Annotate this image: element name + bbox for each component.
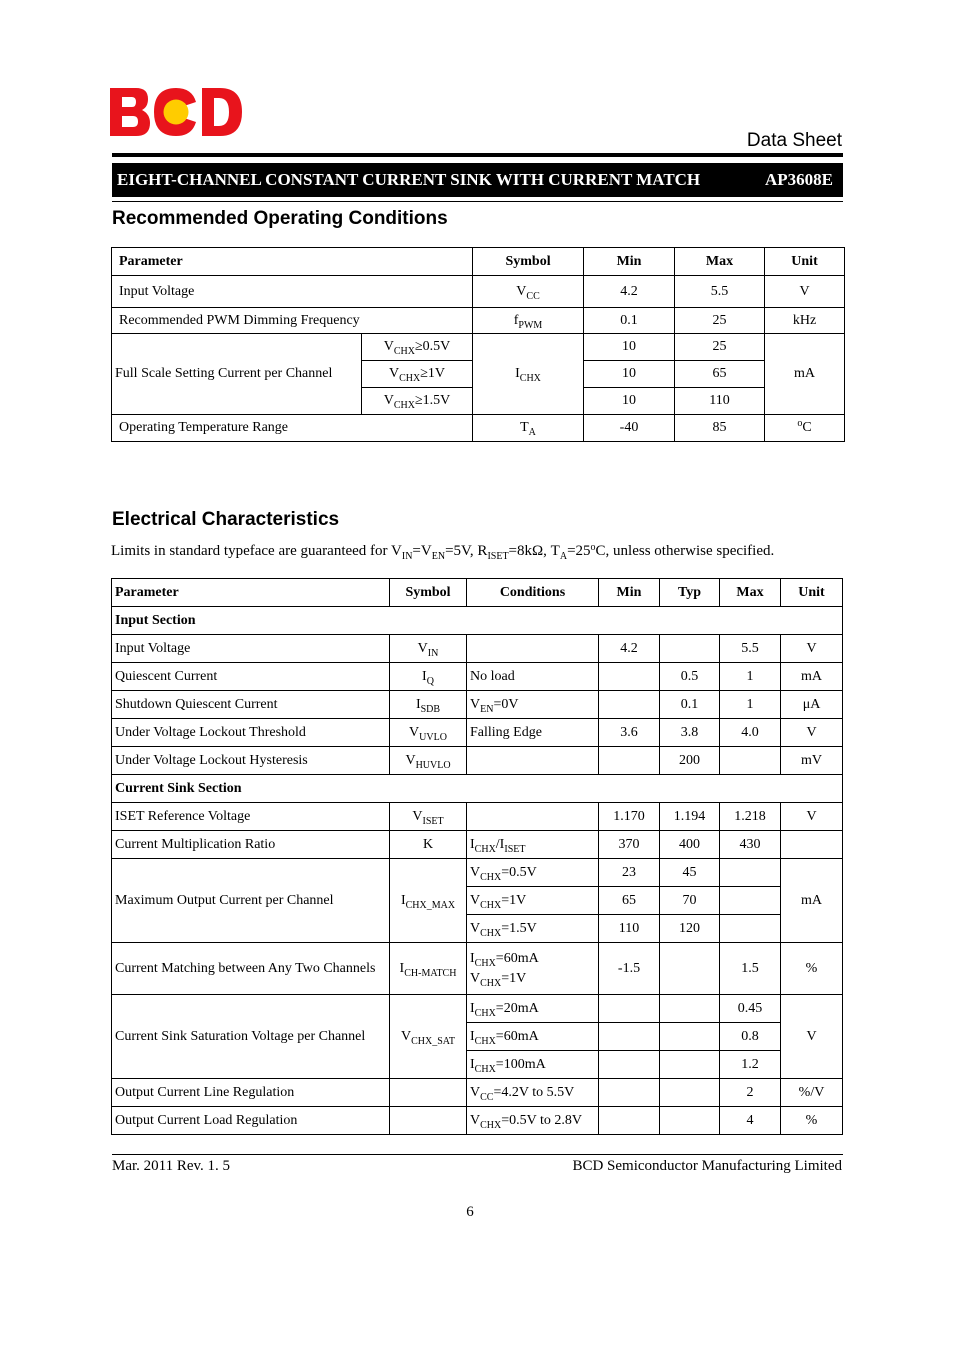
table-row: Under Voltage Lockout Threshold $V_{UVLO}$ Falling Edge 3.6 3.8 4.0 V bbox=[112, 719, 843, 747]
col-parameter: Parameter bbox=[112, 248, 473, 276]
table-row: Full Scale Setting Current per Channel $V_{CHX}\ge 0.5V$ $I_{CHX}$ 10 25 mA bbox=[112, 334, 845, 361]
col-min: Min bbox=[584, 248, 675, 276]
section-row bbox=[112, 607, 843, 635]
title-rule bbox=[112, 201, 843, 202]
table-row: $V_{CHX}\ge 1V$ 10 65 bbox=[112, 361, 845, 388]
header-rule bbox=[112, 153, 843, 157]
table-row: $I_{CHX}=100mA$ 1.2 bbox=[112, 1051, 843, 1079]
table-row: Quiescent Current $I_Q$ No load 0.5 1 mA bbox=[112, 663, 843, 691]
col-conditions: Conditions bbox=[467, 579, 599, 607]
col-symbol: Symbol bbox=[390, 579, 467, 607]
table-row: Current Multiplication Ratio K $I_{CHX}/I_{ISET}$ 370 400 430 bbox=[112, 831, 843, 859]
bcd-logo bbox=[110, 88, 242, 136]
input-section-label: Input Section bbox=[112, 607, 843, 635]
footer-rule bbox=[112, 1154, 843, 1155]
table-row: $I_{CHX}=60mA$ 0.8 bbox=[112, 1023, 843, 1051]
table-row: Current Sink Saturation Voltage per Channel $V_{CHX\_SAT}$ $I_{CHX}=20mA$ 0.45 V bbox=[112, 995, 843, 1023]
col-unit: Unit bbox=[781, 579, 843, 607]
page-number: 6 bbox=[466, 1204, 474, 1220]
section-row bbox=[112, 775, 843, 803]
col-unit: Unit bbox=[765, 248, 845, 276]
ec-table bbox=[111, 578, 843, 1135]
part-number: AP3608E bbox=[765, 170, 833, 189]
table-row: Output Current Load Regulation $V_{CHX}=0.5V$ to 2.8V 4 % bbox=[112, 1107, 843, 1135]
ec-header-row bbox=[112, 579, 843, 607]
title-bar bbox=[112, 163, 843, 197]
table-row: Operating Temperature Range $T_A$ -40 85 $^o$C bbox=[112, 415, 845, 442]
col-parameter: Parameter bbox=[112, 579, 390, 607]
ec-limits-note: Limits in standard typeface are guaranteed for $V_{IN}=V_{EN}=5V$, $R_{ISET}=8k\Omega$, $T_A=25^oC$, unless otherwise specified. bbox=[111, 542, 775, 562]
roc-header-row bbox=[112, 248, 845, 276]
col-typ: Typ bbox=[660, 579, 720, 607]
sink-section-label: Current Sink Section bbox=[112, 775, 843, 803]
doc-title: EIGHT-CHANNEL CONSTANT CURRENT SINK WITH CURRENT MATCH bbox=[117, 170, 701, 189]
table-row: Maximum Output Current per Channel $I_{CHX\_MAX}$ $V_{CHX}=0.5V$ 23 45 mA bbox=[112, 859, 843, 887]
table-row: $V_{CHX}=1V$ 65 70 bbox=[112, 887, 843, 915]
table-row: $V_{CHX}=1.5V$ 110 120 bbox=[112, 915, 843, 943]
footer-company: BCD Semiconductor Manufacturing Limited bbox=[572, 1158, 842, 1174]
col-max: Max bbox=[720, 579, 781, 607]
roc-heading: Recommended Operating Conditions bbox=[112, 208, 448, 229]
col-symbol: Symbol bbox=[473, 248, 584, 276]
table-row: $V_{CHX}\ge 1.5V$ 10 110 bbox=[112, 388, 845, 415]
doc-type-label: Data Sheet bbox=[746, 130, 842, 151]
roc-table bbox=[111, 247, 845, 442]
table-row: Input Voltage $V_{CC}$ 4.2 5.5 V bbox=[112, 276, 845, 308]
table-row: Shutdown Quiescent Current $I_{SDB}$ $V_{EN}=0V$ 0.1 1 μA bbox=[112, 691, 843, 719]
ec-heading: Electrical Characteristics bbox=[112, 509, 340, 530]
table-row: Under Voltage Lockout Hysteresis $V_{HUVLO}$ 200 mV bbox=[112, 747, 843, 775]
table-row: Input Voltage $V_{IN}$ 4.2 5.5 V bbox=[112, 635, 843, 663]
table-row: Recommended PWM Dimming Frequency $f_{PWM}$ 0.1 25 kHz bbox=[112, 308, 845, 334]
col-max: Max bbox=[675, 248, 765, 276]
table-row: ISET Reference Voltage $V_{ISET}$ 1.170 1.194 1.218 V bbox=[112, 803, 843, 831]
table-row: Current Matching between Any Two Channels $I_{CH-MATCH}$ $I_{CHX}=60mA$ $V_{CHX}=1V$ -1.5 1.5 % bbox=[112, 943, 843, 995]
table-row: Output Current Line Regulation $V_{CC}=4.2V$ to 5.5V 2 %/V bbox=[112, 1079, 843, 1107]
footer-date-revision: Mar. 2011 Rev. 1. 5 bbox=[112, 1158, 231, 1174]
col-min: Min bbox=[599, 579, 660, 607]
